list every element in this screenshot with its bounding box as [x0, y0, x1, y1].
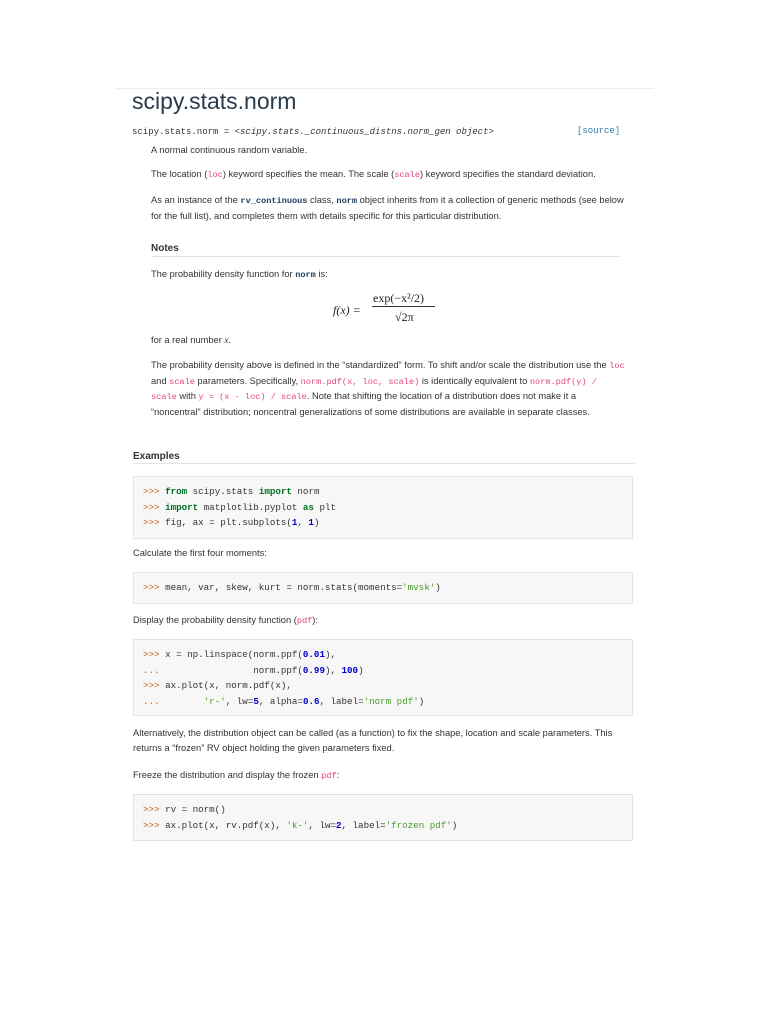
examples-heading: Examples: [133, 451, 180, 462]
signature-value: <scipy.stats._continuous_distns.norm_gen object>: [234, 127, 494, 137]
rv-continuous-link[interactable]: rv_continuous: [240, 196, 308, 206]
fraction-bar: [372, 306, 435, 307]
signature-name: scipy.stats.norm: [132, 127, 219, 137]
formula-lhs: f(x) =: [333, 303, 361, 317]
code-block-frozen[interactable]: >>> rv = norm() >>> ax.plot(x, rv.pdf(x), 'k-', lw=2, label='frozen pdf'): [133, 794, 633, 841]
formula-denominator: √2π: [395, 310, 414, 324]
page-title: scipy.stats.norm: [132, 88, 297, 114]
formula-numerator: exp(−x²/2): [373, 291, 425, 305]
source-link[interactable]: [source]: [577, 126, 621, 136]
pdf-paragraph: The probability density function for norm is:: [151, 269, 328, 280]
code-block-plot-pdf[interactable]: >>> x = np.linspace(norm.ppf(0.01), ... norm.ppf(0.99), 100) >>> ax.plot(x, norm.pdf(x), ... 'r-', lw=5, alpha=0.6, label='norm pdf'): [133, 639, 633, 716]
code-block-imports[interactable]: >>> from scipy.stats import norm >>> import matplotlib.pyplot as plt >>> fig, ax = plt.subplots(1, 1): [133, 476, 633, 539]
location-scale-paragraph: The location (loc) keyword specifies the mean. The scale (scale) keyword specifies the standard deviation.: [151, 169, 596, 180]
standardized-paragraph: The probability density above is defined in the “standardized” form. To shift and/or scale the distribution use the loc and scale parameters. Specifically, norm.pdf(x, loc, scale) is identically equivalent to norm.pdf(y) / scale with y = (x - loc) / scale. Note that shifting the location of a distribution does not make it a “noncentral” distribution; noncentral generalizations of some distributions are available in separate classes.: [151, 360, 625, 417]
real-number-text: for a real number x.: [151, 335, 232, 346]
notes-heading: Notes: [151, 243, 179, 254]
notes-divider: [151, 256, 620, 257]
frozen-explanation: Alternatively, the distribution object can be called (as a function) to fix the shape, location and scale parameters. This returns a “frozen” RV object holding the given parameters fixed.: [133, 728, 613, 753]
freeze-text: Freeze the distribution and display the frozen pdf:: [133, 770, 340, 781]
examples-divider: [133, 463, 635, 464]
signature: scipy.stats.norm = <scipy.stats._continuous_distns.norm_gen object>: [132, 127, 494, 137]
description-paragraph: A normal continuous random variable.: [151, 145, 308, 155]
inheritance-paragraph: As an instance of the rv_continuous class, norm object inherits from it a collection of generic methods (see below for the full list), and completes them with details specific for this particular distribution.: [151, 195, 624, 221]
norm-link[interactable]: norm: [336, 196, 358, 206]
moments-text: Calculate the first four moments:: [133, 548, 267, 558]
code-block-moments[interactable]: >>> mean, var, skew, kurt = norm.stats(moments='mvsk'): [133, 572, 633, 604]
display-pdf-text: Display the probability density function (pdf):: [133, 615, 318, 626]
